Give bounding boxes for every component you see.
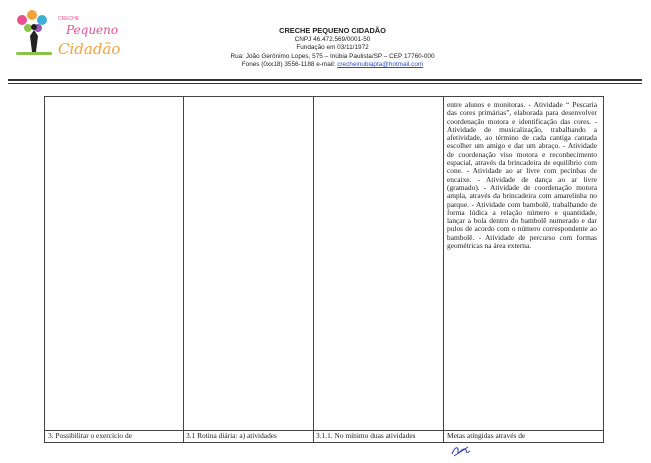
logo-figures bbox=[16, 10, 52, 55]
logo-small-text: CRECHE bbox=[58, 16, 80, 22]
contact-line bbox=[200, 61, 465, 70]
phone: Fones (0xx18) 3556-1188 e-mail: bbox=[241, 61, 336, 69]
results-cell: Metas atingidas através de bbox=[447, 431, 526, 440]
founded-date: Fundação em 03/11/1972 bbox=[296, 44, 369, 52]
activities-table bbox=[44, 96, 604, 443]
logo-word-cidadao: Cidadão bbox=[58, 40, 121, 58]
creche-logo bbox=[8, 6, 126, 64]
column-divider bbox=[443, 97, 444, 442]
routine-cell: 3.1 Rotina diária: a) atividades bbox=[186, 431, 277, 440]
header-rule-thin bbox=[8, 83, 642, 84]
address: Rua: João Gerônimo Lopes, 575 – Inúbia Paulista/SP – CEP 17760-000 bbox=[230, 52, 435, 60]
column-divider bbox=[313, 97, 314, 442]
signature-initials bbox=[450, 444, 472, 458]
indicator-cell: 3.1.1. No mínimo duas atividades bbox=[316, 431, 416, 440]
org-name: CRECHE PEQUENO CIDADÃO bbox=[279, 26, 386, 35]
activities-description: entre alunos e monitoras. - Atividade “ Pescaria das cores primárias”, elaborada para desenvolver coordenação motora e identificação das cores. - Atividade de musicalização, trabalhando a afetividade, ao término de cada cantiga cantada escolher um amigo e dar um abraço. - Atividade de coordenação viso motora e reconhecimento espacial, através da brincadeira de equilíbrio com cone. - Atividade ao ar livre com pecinhas de encaixe. - Atividade de dança ao ar livre (gramado). - Atividade de coordenação motora ampla, através da brincadeira com amarelinha no parque. - Atividade com bambolê, trabalhando de forma lúdica a relação número e quantidade, lançar a bola dentro do bambolê numerado e dar pulos de acordo com o número correspondente ao bambolê. - Atividade de percurso com formas geométricas na área externa. bbox=[447, 100, 597, 251]
letterhead bbox=[200, 27, 465, 70]
logo-word-pequeno: Pequeno bbox=[66, 23, 119, 37]
cnpj: CNPJ 46.472.569/0001-50 bbox=[294, 35, 371, 43]
header-rule-thick bbox=[8, 79, 642, 81]
objective-cell: 3. Possibilitar o exercício de bbox=[48, 431, 132, 440]
email-link[interactable]: crecheinubiapta@hotmail.com bbox=[337, 61, 424, 69]
column-divider bbox=[183, 97, 184, 442]
